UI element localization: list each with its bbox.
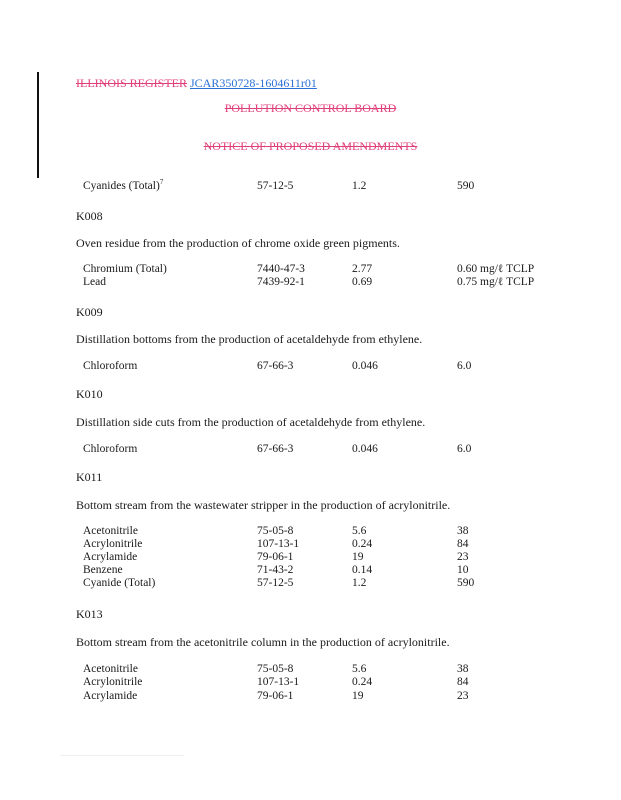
waste-code: K011	[76, 470, 103, 484]
cas-number: 75-05-8	[257, 663, 294, 675]
constituent-name: Acetonitrile	[83, 663, 138, 675]
wastewater-standard: 0.24	[352, 676, 373, 688]
wastewater-standard: 2.77	[352, 263, 373, 275]
constituent-name: Cyanide (Total)	[83, 577, 156, 589]
cas-number: 57-12-5	[257, 577, 294, 589]
nonwastewater-standard: 84	[457, 538, 469, 550]
nonwastewater-standard: 0.60 mg/ℓ TCLP	[457, 263, 535, 275]
waste-description: Bottom stream from the acetonitrile column in the production of acrylonitrile.	[76, 635, 450, 649]
wastewater-standard: 0.24	[352, 538, 373, 550]
constituent-name: Acetonitrile	[83, 525, 138, 537]
wastewater-standard: 1.2	[352, 577, 367, 589]
constituent-name: Cyanides (Total)$^7$	[83, 178, 164, 192]
constituent-name: Chloroform	[83, 360, 138, 372]
revision-change-bar	[37, 72, 39, 178]
waste-code: K009	[76, 305, 103, 319]
cas-number: 107-13-1	[257, 538, 300, 550]
nonwastewater-standard: 38	[457, 663, 469, 675]
nonwastewater-standard: 84	[457, 676, 469, 688]
cas-number: 67-66-3	[257, 443, 294, 455]
jcar-code-link[interactable]: JCAR350728-1604611r01	[190, 76, 317, 90]
waste-code: K013	[76, 607, 103, 621]
cas-number: 75-05-8	[257, 525, 294, 537]
cas-number: 71-43-2	[257, 564, 294, 576]
wastewater-standard: 0.69	[352, 276, 373, 288]
constituent-name: Acrylonitrile	[83, 676, 143, 688]
nonwastewater-standard: 6.0	[457, 360, 472, 372]
notice-title: NOTICE OF PROPOSED AMENDMENTS	[203, 139, 418, 153]
constituent-name: Acrylamide	[83, 690, 138, 702]
waste-code: K008	[76, 209, 103, 223]
waste-description: Distillation bottoms from the production of acetaldehyde from ethylene.	[76, 332, 423, 346]
waste-description: Distillation side cuts from the production of acetaldehyde from ethylene.	[76, 415, 426, 429]
board-title: POLLUTION CONTROL BOARD	[224, 101, 397, 115]
constituent-name: Acrylonitrile	[83, 538, 143, 550]
footnote-separator	[60, 755, 184, 756]
wastewater-standard: 5.6	[352, 663, 367, 675]
wastewater-standard: 1.2	[352, 180, 367, 192]
waste-description: Bottom stream from the wastewater stripper in the production of acrylonitrile.	[76, 498, 451, 512]
constituent-name: Lead	[83, 276, 106, 288]
nonwastewater-standard: 0.75 mg/ℓ TCLP	[457, 276, 535, 288]
nonwastewater-standard: 590	[457, 577, 475, 589]
constituent-name: Chloroform	[83, 443, 138, 455]
constituent-name: Acrylamide	[83, 551, 138, 563]
wastewater-standard: 19	[352, 551, 364, 563]
cas-number: 107-13-1	[257, 676, 300, 688]
cas-number: 57-12-5	[257, 180, 294, 192]
wastewater-standard: 19	[352, 690, 364, 702]
wastewater-standard: 5.6	[352, 525, 367, 537]
register-title: ILLINOIS REGISTER	[76, 76, 187, 90]
cas-number: 7439-92-1	[257, 276, 305, 288]
nonwastewater-standard: 23	[457, 551, 469, 563]
nonwastewater-standard: 6.0	[457, 443, 472, 455]
nonwastewater-standard: 10	[457, 564, 469, 576]
cas-number: 79-06-1	[257, 690, 294, 702]
register-header	[76, 76, 317, 91]
wastewater-standard: 0.046	[352, 360, 378, 372]
waste-code: K010	[76, 387, 103, 401]
wastewater-standard: 0.046	[352, 443, 378, 455]
wastewater-standard: 0.14	[352, 564, 373, 576]
nonwastewater-standard: 38	[457, 525, 469, 537]
constituent-name: Benzene	[83, 564, 123, 576]
cas-number: 7440-47-3	[257, 263, 305, 275]
nonwastewater-standard: 590	[457, 180, 475, 192]
cas-number: 79-06-1	[257, 551, 294, 563]
constituent-name: Chromium (Total)	[83, 263, 167, 275]
waste-description: Oven residue from the production of chrome oxide green pigments.	[76, 236, 400, 250]
cas-number: 67-66-3	[257, 360, 294, 372]
nonwastewater-standard: 23	[457, 690, 469, 702]
footnote-marker: 7	[159, 178, 164, 187]
